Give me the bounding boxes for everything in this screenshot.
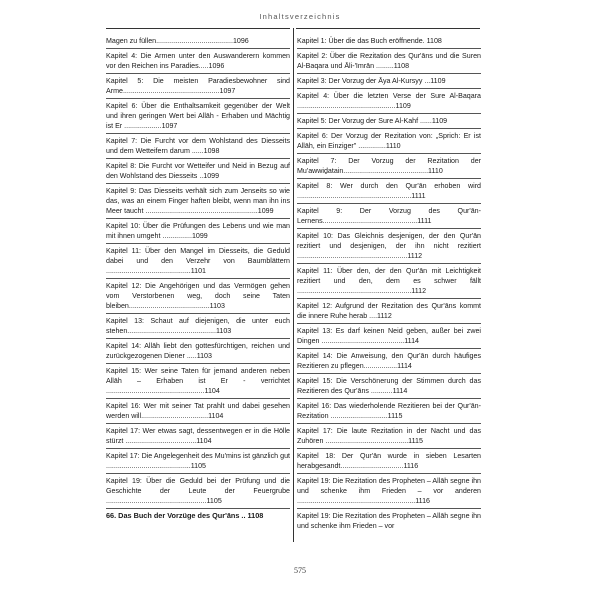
- toc-entry[interactable]: Kapitel 16: Wer mit seiner Tat prahlt und dabei gesehen werden will..................................1104: [106, 399, 290, 424]
- toc-entry[interactable]: Kapitel 1: Über die das Buch eröffnende. 1108: [297, 34, 481, 49]
- page-number: 575: [294, 566, 306, 575]
- toc-entry[interactable]: Kapitel 11: Über den Mangel im Diesseits, die Geduld dabei und den Verzehr von Baumblättern ...........................................1101: [106, 244, 290, 279]
- toc-entry[interactable]: Kapitel 12: Aufgrund der Rezitation des Qur'āns kommt die innere Ruhe herab ....1112: [297, 299, 481, 324]
- toc-entry[interactable]: Kapitel 3: Der Vorzug der Āya Al-Kursyy ...1109: [297, 74, 481, 89]
- toc-entry[interactable]: Kapitel 19: Die Rezitation des Propheten – Allāh segne ihn und schenke ihm Frieden – vor: [297, 512, 481, 530]
- toc-entry[interactable]: Kapitel 17: Wer etwas sagt, dessentwegen er in die Hölle stürzt ....................................1104: [106, 424, 290, 449]
- toc-entry[interactable]: Kapitel 6: Über die Enthaltsamkeit gegenüber der Welt und ihren geringen Wert bei Allāh - Erhaben und Mächtig ist Er ...................1097: [106, 99, 290, 134]
- toc-entry[interactable]: Kapitel 19: Über die Geduld bei der Prüfung und die Geschichte der Leute der Feuergrube ...................................................1105: [106, 474, 290, 509]
- toc-entry[interactable]: Kapitel 8: Die Furcht vor Wetteifer und Neid in Bezug auf den Wohlstand des Diesseits ..1099: [106, 159, 290, 184]
- toc-entry[interactable]: Kapitel 13: Es darf keinen Neid geben, außer bei zwei Dingen ..........................................1114: [297, 324, 481, 349]
- toc-entry[interactable]: Kapitel 14: Allāh liebt den gottesfürchtigen, reichen und zurückgezogenen Diener .....1103: [106, 339, 290, 364]
- toc-entry[interactable]: Kapitel 7: Die Furcht vor dem Wohlstand des Diesseits und dem Wetteifern darum ......1098: [106, 134, 290, 159]
- running-header: Inhaltsverzeichnis: [259, 12, 341, 21]
- toc-entry[interactable]: Magen zu füllen.......................................1096: [106, 34, 290, 49]
- column-divider: [293, 28, 294, 542]
- toc-entry[interactable]: Kapitel 2: Über die Rezitation des Qur'āns und die Suren Al-Baqara und Āli-'Imrān .........1108: [297, 49, 481, 74]
- toc-entry[interactable]: Kapitel 15: Die Verschönerung der Stimmen durch das Rezitieren des Qur'āns ...........1114: [297, 374, 481, 399]
- toc-entry[interactable]: Kapitel 5: Der Vorzug der Sure Al-Kahf ......1109: [297, 114, 481, 129]
- toc-entry[interactable]: Kapitel 14: Die Anweisung, den Qur'ān durch häufiges Rezitieren zu pflegen.................1114: [297, 349, 481, 374]
- toc-entry[interactable]: Kapitel 10: Über die Prüfungen des Lebens und wie man mit ihnen umgeht ...............1099: [106, 219, 290, 244]
- toc-entry[interactable]: Kapitel 9: Der Vorzug des Qur'ān-Lernens................................................1111: [297, 204, 481, 229]
- toc-left-column: [106, 34, 290, 523]
- toc-book-heading[interactable]: 66. Das Buch der Vorzüge des Qur'āns .. 1108: [106, 511, 264, 520]
- toc-entry[interactable]: Kapitel 12: Die Angehörigen und das Vermögen gehen vom Verstorbenen weg, doch seine Taten bleiben.........................................1103: [106, 279, 290, 314]
- header-rule-right: [296, 28, 480, 29]
- toc-entry[interactable]: Kapitel 6: Der Vorzug der Rezitation von: „Sprich: Er ist Allāh, ein Einziger" ..............1110: [297, 129, 481, 154]
- toc-entry[interactable]: Kapitel 19: Die Rezitation des Propheten – Allāh segne ihn und schenke ihm Frieden – vor anderen ............................................................1116: [297, 474, 481, 509]
- toc-entry[interactable]: Kapitel 5: Die meisten Paradiesbewohner sind Arme.................................................1097: [106, 74, 290, 99]
- toc-entry[interactable]: Kapitel 18: Der Qur'ān wurde in sieben Lesarten herabgesandt................................1116: [297, 449, 481, 474]
- header-rule-left: [106, 28, 290, 29]
- toc-entry[interactable]: Kapitel 4: Über die letzten Verse der Sure Al-Baqara ..................................................1109: [297, 89, 481, 114]
- toc-entry[interactable]: Kapitel 4: Die Armen unter den Auswanderern kommen vor den Reichen ins Paradies.....1096: [106, 49, 290, 74]
- toc-entry[interactable]: Kapitel 15: Wer seine Taten für jemand anderen neben Allāh – Erhaben ist Er - verrichtet ..................................................1104: [106, 364, 290, 399]
- toc-entry[interactable]: Kapitel 17: Die Angelegenheit des Mu'mins ist gänzlich gut ...........................................1105: [106, 449, 290, 474]
- toc-entry[interactable]: Kapitel 9: Das Diesseits verhält sich zum Jenseits so wie das, was an einem Finger haften bleibt, wenn man ihn ins Meer taucht .........................................................1099: [106, 184, 290, 219]
- toc-entry[interactable]: Kapitel 11: Über den, der den Qur'ān mit Leichtigkeit rezitiert und den, dem es schwer fällt ..........................................................1112: [297, 264, 481, 299]
- toc-entry[interactable]: Kapitel 13: Schaut auf diejenigen, die unter euch stehen.............................................1103: [106, 314, 290, 339]
- toc-right-column: [297, 34, 481, 533]
- toc-entry[interactable]: Kapitel 10: Das Gleichnis desjenigen, der den Qur'ān rezitiert und desjenigen, der ihn nicht rezitiert ........................................................1112: [297, 229, 481, 264]
- toc-entry[interactable]: Kapitel 8: Wer durch den Qur'ān erhoben wird ..........................................................1111: [297, 179, 481, 204]
- toc-entry[interactable]: Kapitel 16: Das wiederholende Rezitieren bei der Qur'ān-Rezitation .............................1115: [297, 399, 481, 424]
- toc-entry[interactable]: Kapitel 7: Der Vorzug der Rezitation der Mu'awwiḏatain...........................................1110: [297, 154, 481, 179]
- toc-entry[interactable]: Kapitel 17: Die laute Rezitation in der Nacht und das Zuhören ..........................................1115: [297, 424, 481, 449]
